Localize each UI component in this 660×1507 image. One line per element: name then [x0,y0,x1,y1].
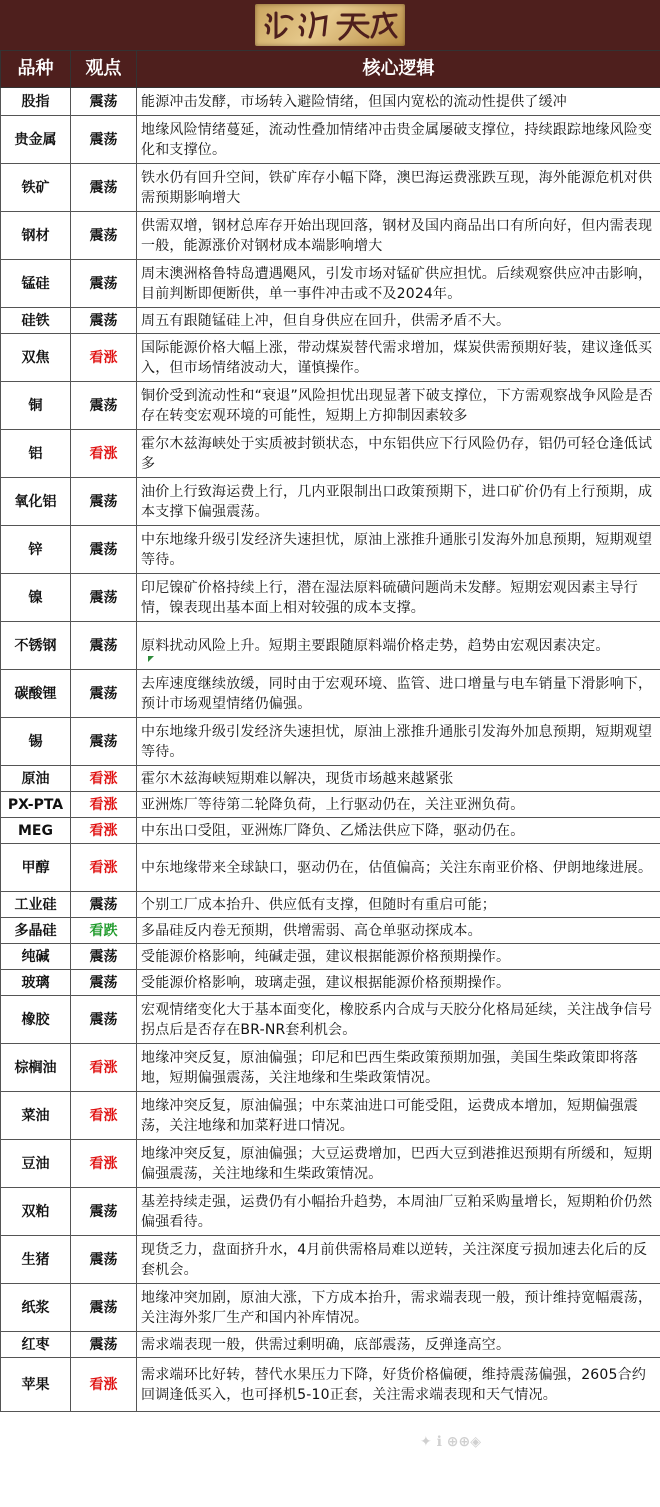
logic-cell: 中东地缘带来全球缺口，驱动仍在，估值偏高；关注东南亚价格、伊朗地缘进展。 [137,844,660,892]
view-cell: 震荡 [71,88,137,116]
table-row [1,1092,660,1140]
view-cell: 震荡 [71,670,137,718]
table-body [1,88,660,1412]
logic-cell: 宏观情绪变化大于基本面变化，橡胶系内合成与天胶分化格局延续，关注战争信号拐点后是否存在BR-NR套利机会。 [137,996,660,1044]
logic-cell: 地缘冲突反复，原油偏强；大豆运费增加，巴西大豆到港推迟预期有所缓和，短期偏强震荡，关注地缘和生柴政策情况。 [137,1140,660,1188]
variety-cell: 甲醇 [1,844,71,892]
logic-cell: 地缘冲突反复，原油偏强；印尼和巴西生柴政策预期加强，美国生柴政策即将落地，短期偏强震荡，关注地缘和生柴政策情况。 [137,1044,660,1092]
table-row [1,944,660,970]
logic-cell: 中东出口受阻，亚洲炼厂降负、乙烯法供应下降，驱动仍在。 [137,818,660,844]
shanggu-tiancheng-logo-icon [260,7,400,43]
brand-logo [255,4,405,46]
view-cell: 看涨 [71,1092,137,1140]
variety-cell: 氧化铝 [1,478,71,526]
header-variety: 品种 [1,51,71,88]
table-row [1,792,660,818]
table-row [1,382,660,430]
table-row [1,970,660,996]
view-cell: 震荡 [71,622,137,670]
table-row [1,1284,660,1332]
watermark: ✦ ℹ ⊕⊕◈ [420,1434,482,1450]
variety-cell: 硅铁 [1,308,71,334]
view-cell: 震荡 [71,970,137,996]
logic-cell: 个别工厂成本抬升、供应低有支撑，但随时有重启可能； [137,892,660,918]
variety-cell: 生猪 [1,1236,71,1284]
variety-cell: 锰硅 [1,260,71,308]
variety-cell: 纯碱 [1,944,71,970]
variety-cell: 玻璃 [1,970,71,996]
logic-cell: 霍尔木兹海峡处于实质被封锁状态，中东铝供应下行风险仍存，铝仍可轻仓逢低试多 [137,430,660,478]
logic-cell: 国际能源价格大幅上涨，带动煤炭替代需求增加，煤炭供需预期好装，建议逢低买入，但市场情绪波动大，谨慎操作。 [137,334,660,382]
table-row [1,766,660,792]
table-row [1,1188,660,1236]
table-row [1,430,660,478]
table-row [1,574,660,622]
table-row [1,1044,660,1092]
logic-cell: 地缘冲突反复，原油偏强；中东菜油进口可能受阻，运费成本增加，短期偏强震荡，关注地缘和加菜籽进口情况。 [137,1092,660,1140]
table-row [1,670,660,718]
logic-cell: 供需双增，钢材总库存开始出现回落，钢材及国内商品出口有所向好，但内需表现一般，能源涨价对钢材成本端影响增大 [137,212,660,260]
header-view: 观点 [71,51,137,88]
variety-cell: 豆油 [1,1140,71,1188]
view-cell: 震荡 [71,212,137,260]
logic-cell: 需求端环比好转，替代水果压力下降，好货价格偏硬，维持震荡偏强，2605合约回调逢低买入，也可择机5-10正套，关注需求端表现和天气情况。 [137,1358,660,1412]
outlook-table [0,50,660,1412]
view-cell: 震荡 [71,892,137,918]
view-cell: 震荡 [71,718,137,766]
table-row [1,478,660,526]
table-row [1,526,660,574]
table-row [1,116,660,164]
view-cell: 看涨 [71,334,137,382]
table-row [1,818,660,844]
view-cell: 震荡 [71,1236,137,1284]
table-row [1,996,660,1044]
view-cell: 看涨 [71,818,137,844]
logic-cell: 中东地缘升级引发经济失速担忧，原油上涨推升通胀引发海外加息预期，短期观望等待。 [137,718,660,766]
variety-cell: 原油 [1,766,71,792]
variety-cell: 钢材 [1,212,71,260]
variety-cell: 铁矿 [1,164,71,212]
variety-cell: 双粕 [1,1188,71,1236]
variety-cell: 贵金属 [1,116,71,164]
view-cell: 震荡 [71,382,137,430]
table-row [1,918,660,944]
view-cell: 看涨 [71,844,137,892]
view-cell: 看涨 [71,430,137,478]
view-cell: 看涨 [71,1140,137,1188]
table-row [1,892,660,918]
variety-cell: 铝 [1,430,71,478]
view-cell: 看涨 [71,1358,137,1412]
table-row [1,334,660,382]
variety-cell: 铜 [1,382,71,430]
variety-cell: 镍 [1,574,71,622]
variety-cell: 苹果 [1,1358,71,1412]
view-cell: 震荡 [71,1188,137,1236]
view-cell: 震荡 [71,260,137,308]
variety-cell: 股指 [1,88,71,116]
logic-cell: 印尼镍矿价格持续上行，潜在湿法原料硫磺问题尚未发酵。短期宏观因素主导行情，镍表现出基本面上相对较强的成本支撑。 [137,574,660,622]
variety-cell: 纸浆 [1,1284,71,1332]
logic-cell: 油价上行致海运费上行，几内亚限制出口政策预期下，进口矿价仍有上行预期，成本支撑下偏强震荡。 [137,478,660,526]
logic-cell: 地缘风险情绪蔓延，流动性叠加情绪冲击贵金属屡破支撑位，持续跟踪地缘风险变化和支撑位。 [137,116,660,164]
view-cell: 震荡 [71,116,137,164]
header-logic: 核心逻辑 [137,51,660,88]
variety-cell: 不锈钢 [1,622,71,670]
table-row [1,212,660,260]
variety-cell: 工业硅 [1,892,71,918]
logic-cell: 受能源价格影响，玻璃走强，建议根据能源价格预期操作。 [137,970,660,996]
table-row [1,1236,660,1284]
logic-cell: 周五有跟随锰硅上冲，但自身供应在回升，供需矛盾不大。 [137,308,660,334]
table-row [1,1140,660,1188]
variety-cell: MEG [1,818,71,844]
table-row [1,164,660,212]
logic-cell: 现货乏力，盘面挤升水，4月前供需格局难以逆转，关注深度亏损加速去化后的反套机会。 [137,1236,660,1284]
logic-cell: 受能源价格影响，纯碱走强，建议根据能源价格预期操作。 [137,944,660,970]
variety-cell: 棕榈油 [1,1044,71,1092]
view-cell: 看涨 [71,766,137,792]
variety-cell: 多晶硅 [1,918,71,944]
logic-cell: 原料扰动风险上升。短期主要跟随原料端价格走势，趋势由宏观因素决定。 [137,622,660,670]
table-row [1,88,660,116]
variety-cell: 红枣 [1,1332,71,1358]
table-row [1,308,660,334]
logic-cell: 霍尔木兹海峡短期难以解决，现货市场越来越紧张 [137,766,660,792]
logic-cell: 亚洲炼厂等待第二轮降负荷，上行驱动仍在，关注亚洲负荷。 [137,792,660,818]
view-cell: 震荡 [71,944,137,970]
variety-cell: 锌 [1,526,71,574]
logic-cell: 周末澳洲格鲁特岛遭遇飓风，引发市场对锰矿供应担忧。后续观察供应冲击影响，目前判断即便断供，单一事件冲击或不及2024年。 [137,260,660,308]
logic-cell: 地缘冲突加剧，原油大涨，下方成本抬升，需求端表现一般，预计维持宽幅震荡，关注海外浆厂生产和国内补库情况。 [137,1284,660,1332]
view-cell: 震荡 [71,164,137,212]
table-row [1,844,660,892]
view-cell: 看跌 [71,918,137,944]
view-cell: 震荡 [71,478,137,526]
view-cell: 震荡 [71,308,137,334]
view-cell: 震荡 [71,1332,137,1358]
brand-banner [0,0,660,50]
variety-cell: 双焦 [1,334,71,382]
view-cell: 震荡 [71,1284,137,1332]
logic-cell: 去库速度继续放缓，同时由于宏观环境、监管、进口增量与电车销量下滑影响下，预计市场观望情绪仍偏强。 [137,670,660,718]
view-cell: 看涨 [71,1044,137,1092]
variety-cell: 菜油 [1,1092,71,1140]
logic-cell: 多晶硅反内卷无预期，供增需弱、高仓单驱动探成本。 [137,918,660,944]
cell-comment-marker [148,656,154,662]
view-cell: 震荡 [71,526,137,574]
table-row [1,622,660,670]
table-row [1,1332,660,1358]
variety-cell: 碳酸锂 [1,670,71,718]
view-cell: 震荡 [71,574,137,622]
logic-cell: 中东地缘升级引发经济失速担忧，原油上涨推升通胀引发海外加息预期，短期观望等待。 [137,526,660,574]
logic-cell: 需求端表现一般，供需过剩明确，底部震荡，反弹逢高空。 [137,1332,660,1358]
logic-cell: 能源冲击发酵，市场转入避险情绪，但国内宽松的流动性提供了缓冲 [137,88,660,116]
view-cell: 看涨 [71,792,137,818]
logic-cell: 基差持续走强，运费仍有小幅抬升趋势，本周油厂豆粕采购量增长，短期粕价仍然偏强看待。 [137,1188,660,1236]
table-row [1,1358,660,1412]
variety-cell: PX-PTA [1,792,71,818]
view-cell: 震荡 [71,996,137,1044]
table-header-row [1,51,660,88]
table-row [1,718,660,766]
logic-cell: 铜价受到流动性和“衰退”风险担忧出现显著下破支撑位，下方需观察战争风险是否存在转变宏观环境的可能性，短期上方抑制因素较多 [137,382,660,430]
variety-cell: 橡胶 [1,996,71,1044]
table-row [1,260,660,308]
logic-cell: 铁水仍有回升空间，铁矿库存小幅下降，澳巴海运费涨跌互现，海外能源危机对供需预期影响增大 [137,164,660,212]
variety-cell: 锡 [1,718,71,766]
